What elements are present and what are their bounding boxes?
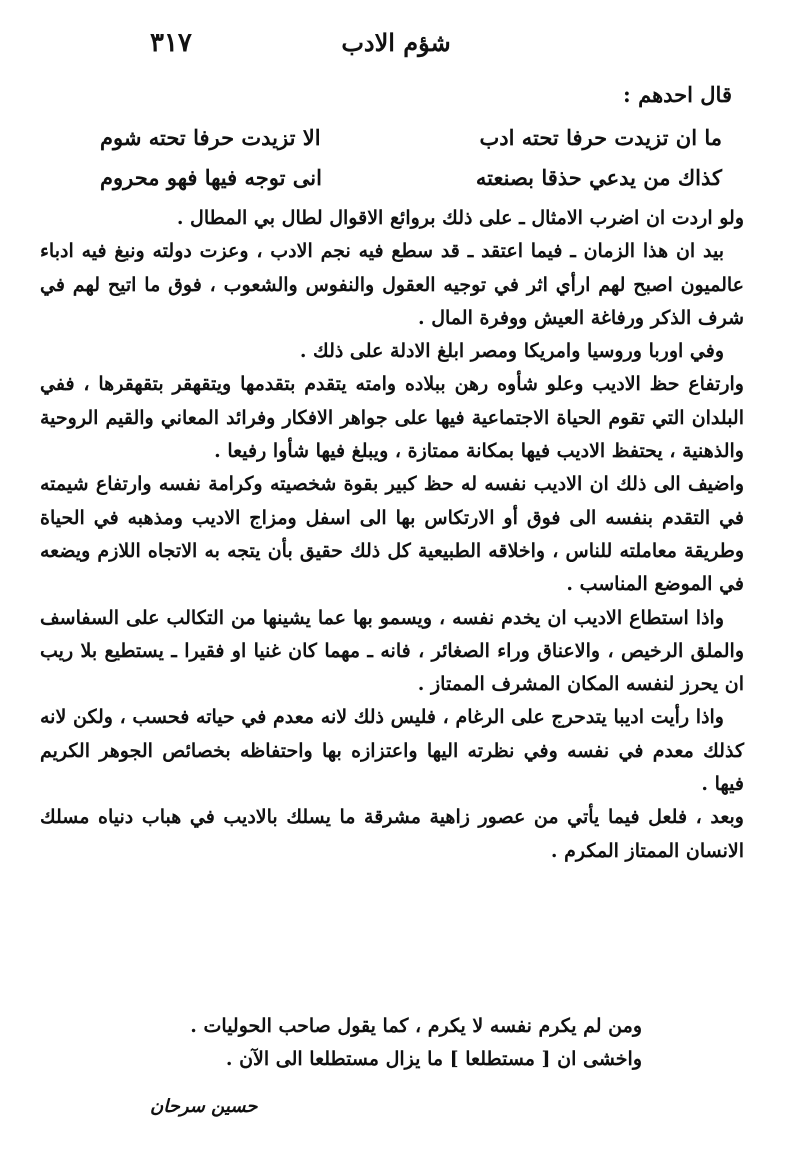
paragraph: واذا رأيت اديبا يتدحرج على الرغام ، فليس ذلك لانه معدم في حياته فحسب ، ولكن لانه كذلك معدم في نفسه وفي نظرته اليها واعتزازه بها واحتفاظه بخصائص الجوهر الكريم فيها .: [40, 706, 744, 796]
closing-line: ومن لم يكرم نفسه لا يكرم ، كما يقول صاحب الحوليات .: [190, 1015, 642, 1037]
paragraph: وبعد ، فلعل فيما يأتي من عصور زاهية مشرقة ما يسلك بالاديب في هباب دنياه مسلك الانسان الممتاز المكرم .: [40, 806, 744, 862]
paragraph: ولو اردت ان اضرب الامثال ـ على ذلك بروائع الاقوال لطال بي المطال .: [176, 207, 744, 229]
paragraph: بيد ان هذا الزمان ـ فيما اعتقد ـ قد سطع فيه نجم الادب ، وعزت دولته ونبغ فيه ادباء عالميون اصبح لهم ارأي اثر في توجيه العقول والنفوس والشعوب ، فوق ما اتيح لهم في شرف الذكر ورفاغة العيش ووفرة المال .: [40, 240, 744, 329]
poem: [100, 118, 722, 198]
poem-attribution: قال احدهم :: [623, 82, 732, 107]
paragraph: وارتفاع حظ الاديب وعلو شأوه رهن ببلاده وامته يتقدم بتقدمها ويتقهقر بتقهقرها ، ففي البلدان التي تقوم الحياة الاجتماعية فيها على جواهر الافكار وفرائد المعاني والقيم الروحية والذهنية ، يحتفظ الاديب فيها بمكانة ممتازة ، ويبلغ فيها شأوا رفيعا .: [40, 373, 744, 463]
paragraph: واذا استطاع الاديب ان يخدم نفسه ، ويسمو بها عما يشينها من التكالب على السفاسف والملق الرخيص ، والاعناق وراء الصغائر ، فانه ـ مهما كان غنيا او فقيرا ـ يستطيع بلا ريب ان يحرز لنفسه المكان المشرف الممتاز .: [40, 606, 744, 696]
verse-second-hemistich: انى توجه فيها فهو محروم: [100, 165, 322, 190]
verse-first-hemistich: ما ان تزيدت حرفا تحته ادب: [479, 125, 722, 150]
page-header: [60, 28, 732, 68]
verse-second-hemistich: الا تزيدت حرفا تحته شوم: [100, 125, 321, 150]
author-signature: حسين سرحان: [150, 1096, 258, 1117]
page-number: ٣١٧: [150, 28, 192, 58]
closing-lines: [120, 1010, 642, 1076]
body-text: [40, 202, 744, 868]
closing-line: واخشى ان [ مستطلعا ] ما يزال مستطلعا الى الآن .: [225, 1048, 642, 1070]
paragraph: وفي اوربا وروسيا وامريكا ومصر ابلغ الادلة على ذلك .: [299, 340, 724, 363]
poem-verse: [100, 118, 722, 158]
running-title: شؤم الادب: [341, 28, 451, 57]
verse-first-hemistich: كذاك من يدعي حذقا بصنعته: [475, 165, 722, 190]
poem-verse: [100, 158, 722, 198]
paragraph: واضيف الى ذلك ان الاديب نفسه له حظ كبير بقوة شخصيته وكرامة نفسه وارتفاع شيمته في التقدم بنفسه الى فوق أو الارتكاس بها الى اسفل ومزاج الاديب ومذهبه في الحياة وطريقة معاملته للناس ، واخلاقه الطبيعية كل ذلك حقيق بأن يتجه به الاتجاه اللازم ويضعه في الموضع المناسب .: [40, 473, 744, 596]
